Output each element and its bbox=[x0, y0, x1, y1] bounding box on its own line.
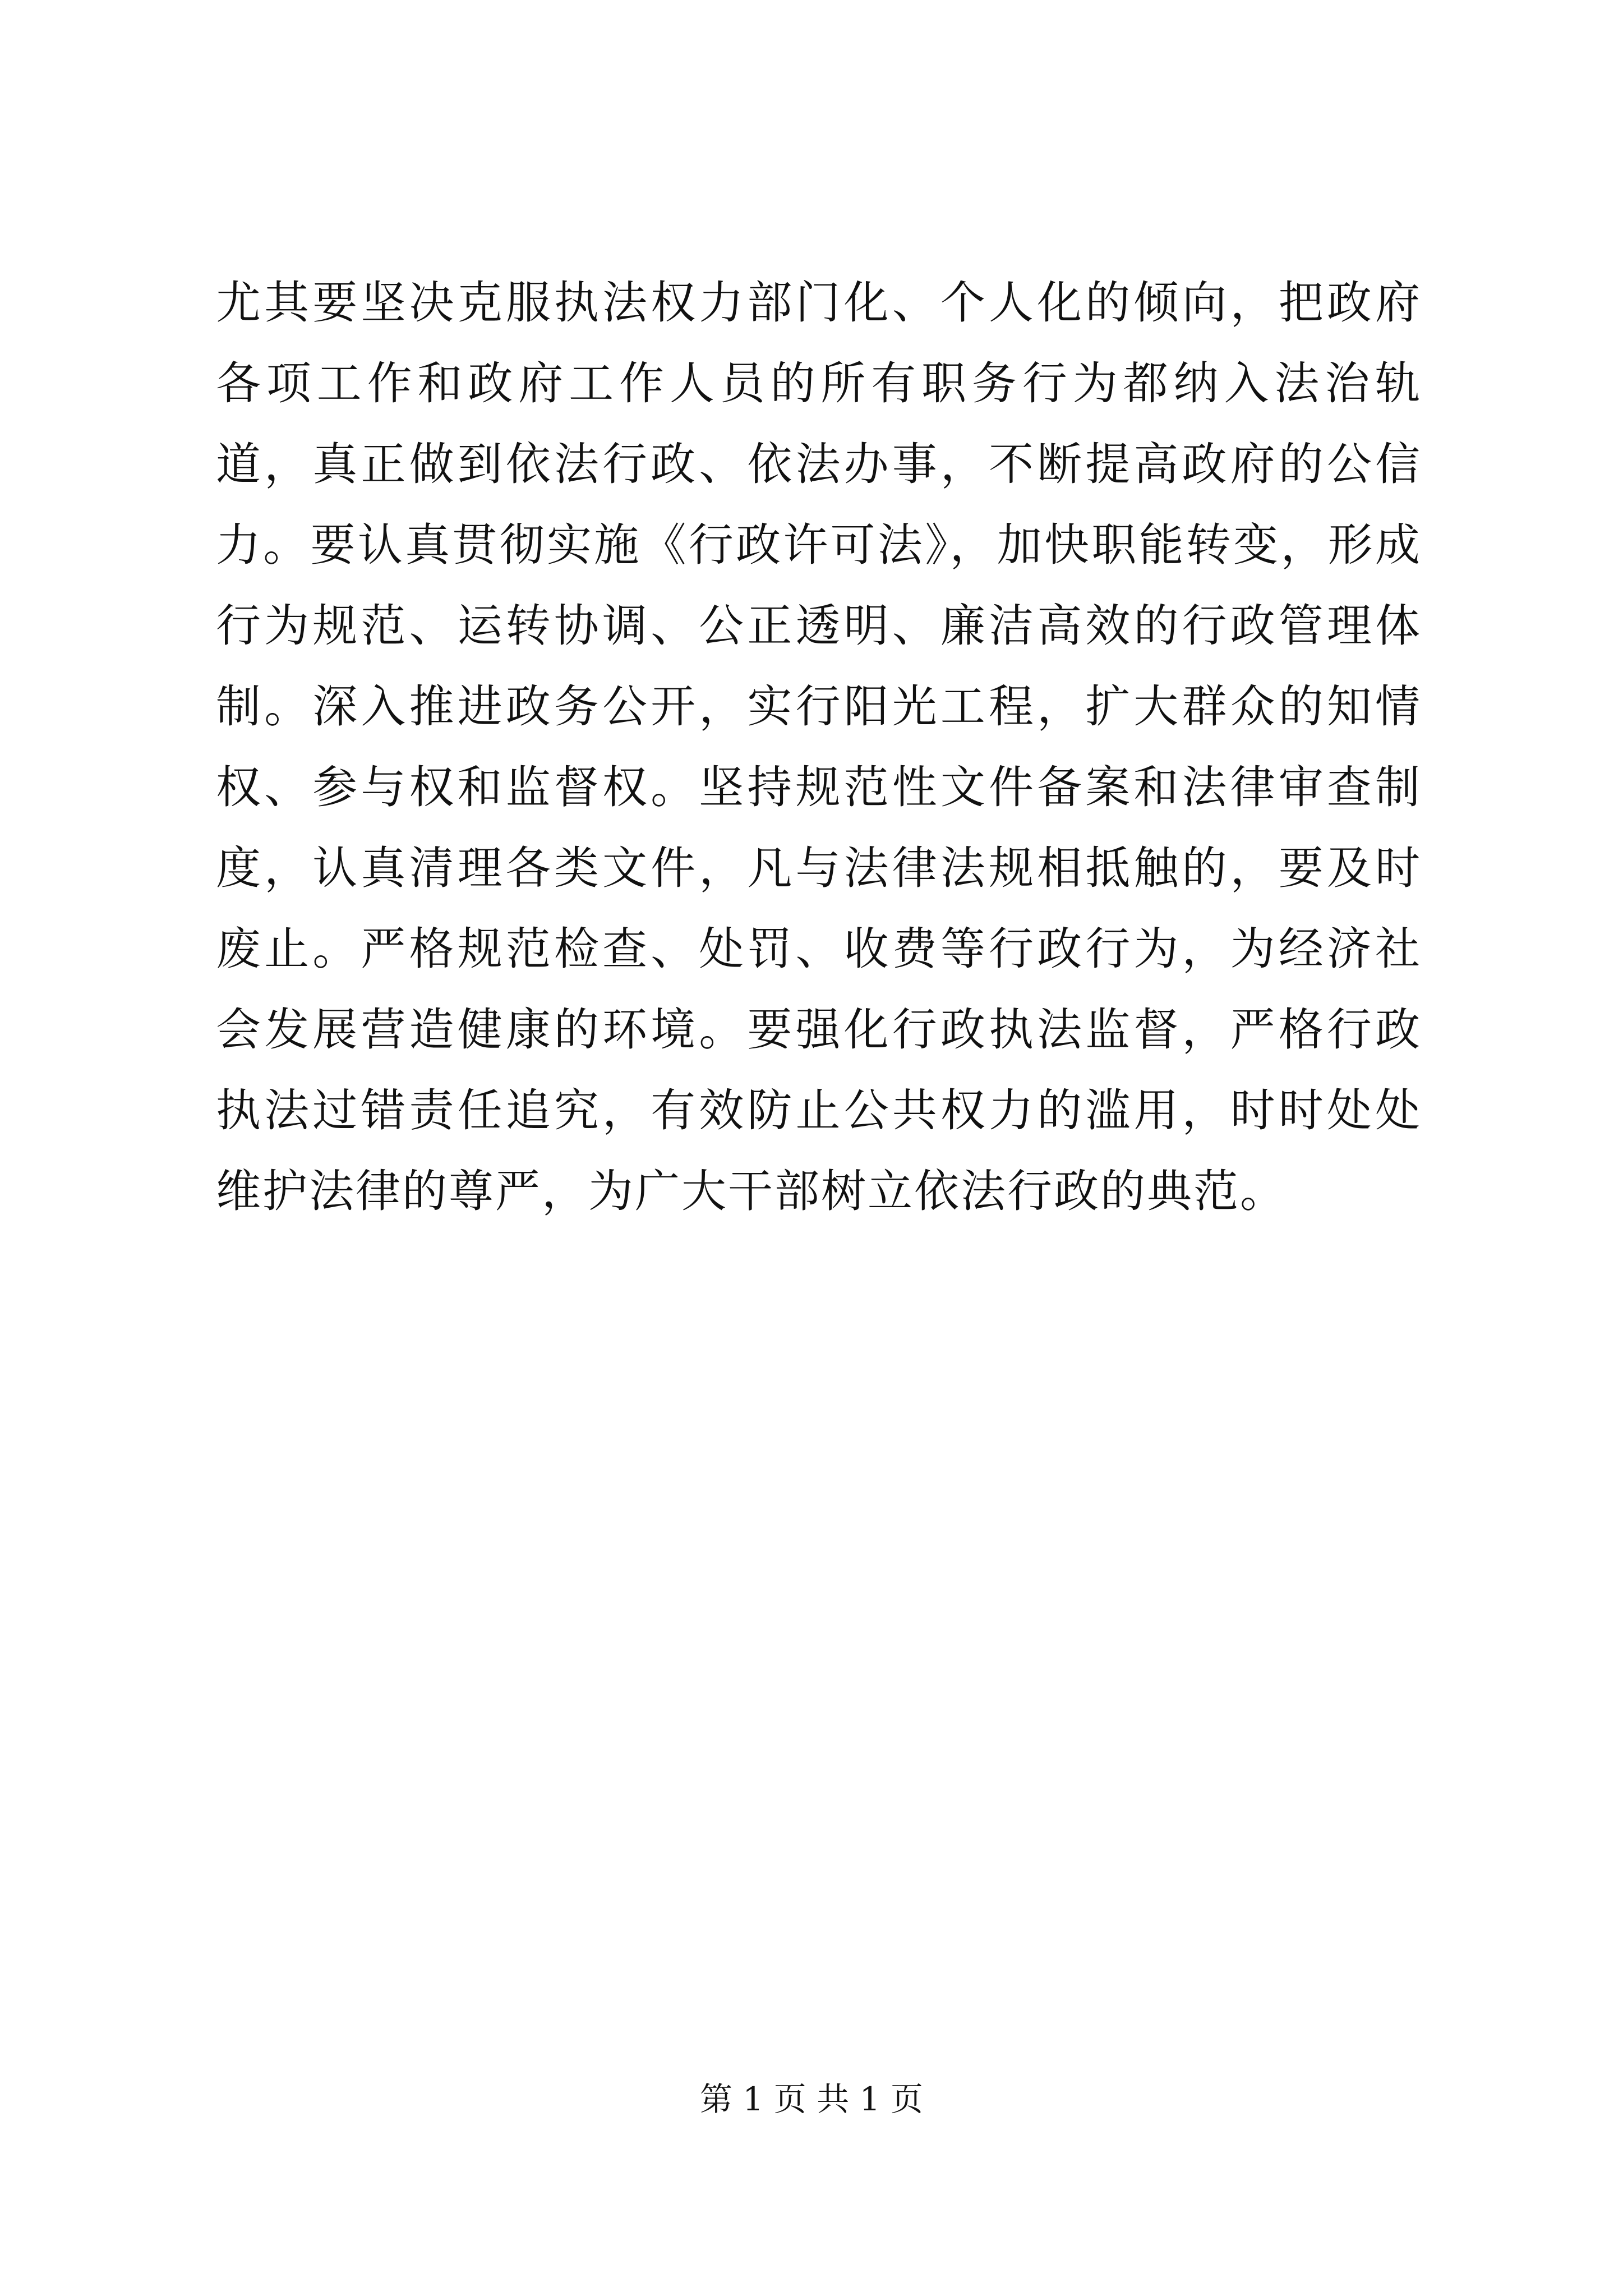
page-footer: 第 1 页 共 1 页 bbox=[700, 2080, 923, 2118]
document-body bbox=[216, 263, 1422, 1232]
paragraph-1: 尤其要坚决克服执法权力部门化、个人化的倾向，把政府各项工作和政府工作人员的所有职务行为都纳入法治轨道，真正做到依法行政、依法办事，不断提高政府的公信力。要认真贯彻实施《行政许可法》，加快职能转变，形成行为规范、运转协调、公正透明、廉洁高效的行政管理体制。深入推进政务公开，实行阳光工程，扩大群众的知情权、参与权和监督权。坚持规范性文件备案和法律审查制度，认真清理各类文件，凡与法律法规相抵触的，要及时废止。严格规范检查、处罚、收费等行政行为，为经济社会发展营造健康的环境。要强化行政执法监督，严格行政执法过错责任追究，有效防止公共权力的滥用，时时处处维护法律的尊严，为广大干部树立依法行政的典范。 bbox=[216, 277, 1422, 1217]
